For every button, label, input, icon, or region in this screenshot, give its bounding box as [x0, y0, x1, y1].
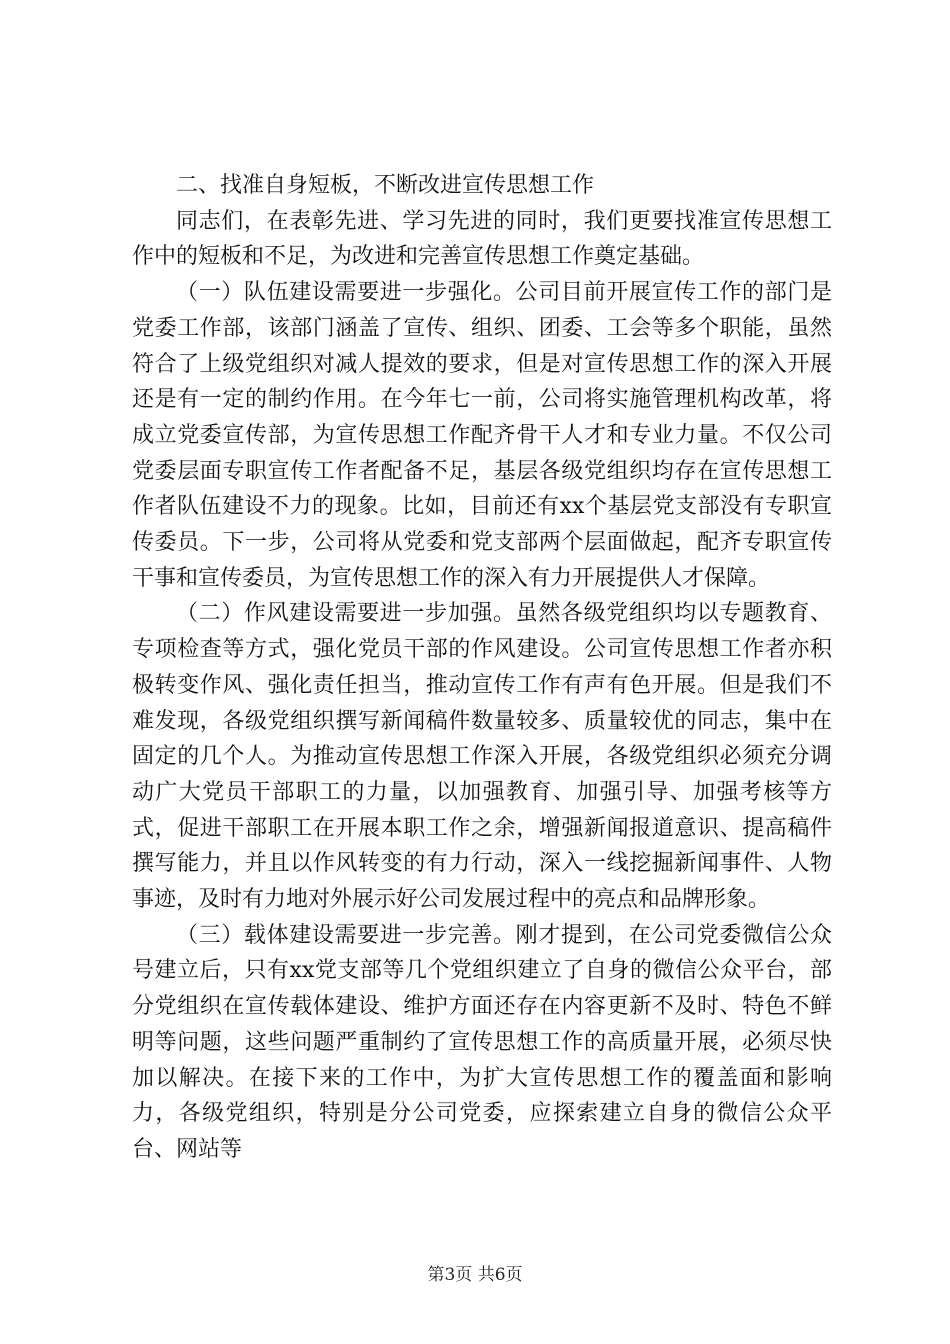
- document-body: [132, 168, 832, 1168]
- paragraph-intro: 同志们，在表彰先进、学习先进的同时，我们更要找准宣传思想工作中的短板和不足，为改进和完善宣传思想工作奠定基础。: [132, 208, 832, 270]
- paragraph-work-style: （二）作风建设需要进一步加强。虽然各级党组织均以专题教育、专项检查等方式，强化党员干部的作风建设。公司宣传思想工作者亦积极转变作风、强化责任担当，推动宣传工作有声有色开展。但是我们不难发现，各级党组织撰写新闻稿件数量较多、质量较优的同志，集中在固定的几个人。为推动宣传思想工作深入开展，各级党组织必须充分调动广大党员干部职工的力量，以加强教育、加强引导、加强考核等方式，促进干部职工在开展本职工作之余，增强新闻报道意识、提高稿件撰写能力，并且以作风转变的有力行动，深入一线挖掘新闻事件、人物事迹，及时有力地对外展示好公司发展过程中的亮点和品牌形象。: [132, 601, 832, 913]
- page-number-footer: 第3页 共6页: [427, 1265, 523, 1285]
- paragraph-team-building: （一）队伍建设需要进一步强化。公司目前开展宣传工作的部门是党委工作部，该部门涵盖了宣传、组织、团委、工会等多个职能，虽然符合了上级党组织对减人提效的要求，但是对宣传思想工作的深入开展还是有一定的制约作用。在今年七一前，公司将实施管理机构改革，将成立党委宣传部，为宣传思想工作配齐骨干人才和专业力量。不仅公司党委层面专职宣传工作者配备不足，基层各级党组织均存在宣传思想工作者队伍建设不力的现象。比如，目前还有xx个基层党支部没有专职宣传委员。下一步，公司将从党委和党支部两个层面做起，配齐专职宣传干事和宣传委员，为宣传思想工作的深入有力开展提供人才保障。: [132, 280, 832, 591]
- section-heading: 二、找准自身短板，不断改进宣传思想工作: [176, 173, 595, 198]
- paragraph-platform-building: （三）载体建设需要进一步完善。刚才提到，在公司党委微信公众号建立后，只有xx党支部等几个党组织建立了自身的微信公众平台，部分党组织在宣传载体建设、维护方面还存在内容更新不及时、特色不鲜明等问题，这些问题严重制约了宣传思想工作的高质量开展，必须尽快加以解决。在接下来的工作中，为扩大宣传思想工作的覆盖面和影响力，各级党组织，特别是分公司党委，应探索建立自身的微信公众平台、网站等: [132, 922, 832, 1162]
